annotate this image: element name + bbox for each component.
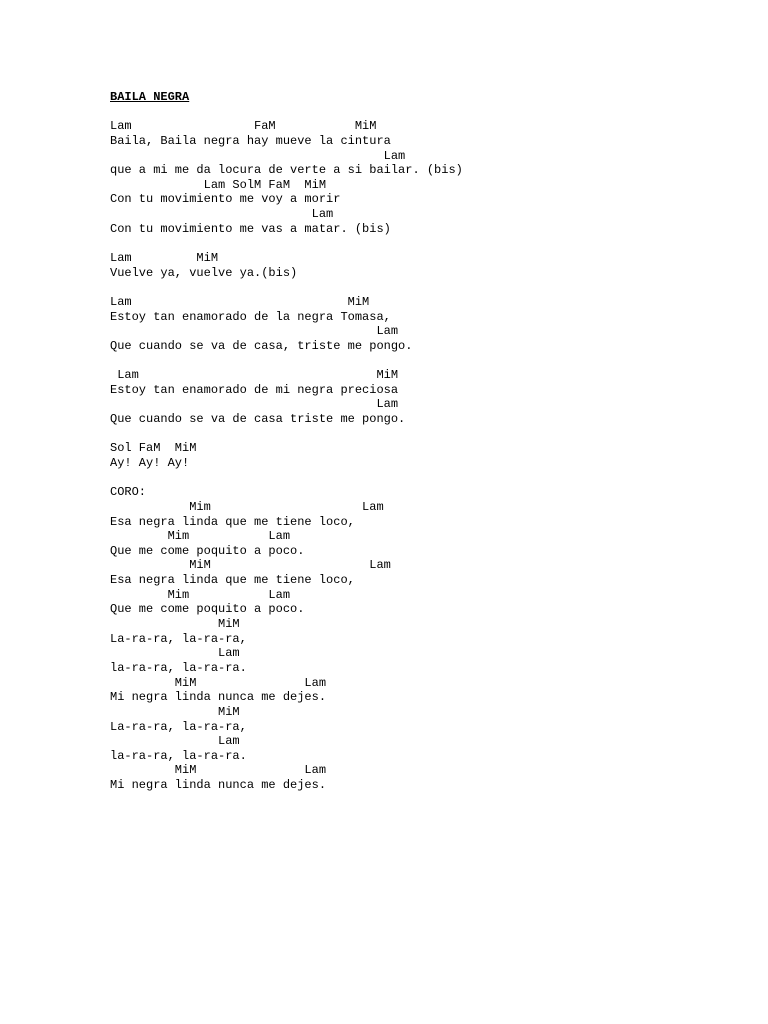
chord-line: MiM Lam: [110, 675, 327, 690]
chord-line: MiM Lam: [110, 558, 391, 573]
lyric-line: Que cuando se va de casa triste me pongo.: [110, 412, 406, 427]
blank-line: [110, 105, 730, 120]
chord-line: Mim Lam: [110, 587, 291, 602]
chord-line: Sol FaM MiM: [110, 441, 197, 456]
blank-line: [110, 353, 730, 368]
lyric-line: La-ra-ra, la-ra-ra,: [110, 719, 247, 734]
lyric-line: Ay! Ay! Ay!: [110, 455, 190, 470]
chord-line: Lam MiM: [110, 251, 219, 265]
chord-line: Lam SolM FaM MiM: [110, 177, 327, 192]
chord-line: Lam: [110, 734, 240, 749]
lyric-line: la-ra-ra, la-ra-ra.: [110, 660, 247, 675]
chord-line: Lam MiM: [110, 294, 370, 309]
chord-line: Lam: [110, 148, 406, 163]
lyric-line: Que cuando se va de casa, triste me pongo.: [110, 338, 413, 353]
chord-line: MiM: [110, 617, 240, 632]
song-title: BAILA NEGRA: [110, 90, 190, 104]
lyric-line: Mi negra linda nunca me dejes.: [110, 778, 327, 793]
song-sheet: [110, 90, 730, 793]
lyric-line: La-ra-ra, la-ra-ra,: [110, 631, 247, 646]
chord-line: Lam: [110, 397, 399, 412]
chord-line: Lam: [110, 646, 240, 661]
lyric-line: Estoy tan enamorado de mi negra preciosa: [110, 382, 399, 397]
blank-line: [110, 427, 730, 442]
lyric-line: Mi negra linda nunca me dejes.: [110, 690, 327, 705]
chord-line: Mim Lam: [110, 499, 384, 514]
lyric-line: CORO:: [110, 485, 147, 500]
lyric-line: Vuelve ya, vuelve ya.(bis): [110, 265, 298, 280]
lyric-line: Que me come poquito a poco.: [110, 543, 305, 558]
chord-line: MiM Lam: [110, 763, 327, 778]
lyric-line: Baila, Baila negra hay mueve la cintura: [110, 133, 391, 148]
lyrics-block: [110, 105, 730, 793]
lyric-line: Estoy tan enamorado de la negra Tomasa,: [110, 309, 391, 324]
lyric-line: la-ra-ra, la-ra-ra.: [110, 748, 247, 763]
chord-line: Mim Lam: [110, 529, 291, 544]
lyric-line: Con tu movimiento me voy a morir: [110, 192, 341, 207]
chord-line: Lam MiM: [110, 368, 399, 383]
lyric-line: Con tu movimiento me vas a matar. (bis): [110, 221, 391, 236]
lyric-line: Esa negra linda que me tiene loco,: [110, 514, 355, 529]
chord-line: Lam FaM MiM: [110, 119, 377, 134]
chord-line: MiM: [110, 704, 240, 719]
lyric-line: que a mi me da locura de verte a si bailar. (bis): [110, 163, 463, 178]
lyric-line: Que me come poquito a poco.: [110, 602, 305, 617]
blank-line: [110, 280, 730, 295]
blank-line: [110, 236, 730, 251]
lyric-line: Esa negra linda que me tiene loco,: [110, 573, 355, 588]
chord-line: Lam: [110, 207, 334, 222]
chord-line: Lam: [110, 324, 399, 339]
blank-line: [110, 471, 730, 486]
